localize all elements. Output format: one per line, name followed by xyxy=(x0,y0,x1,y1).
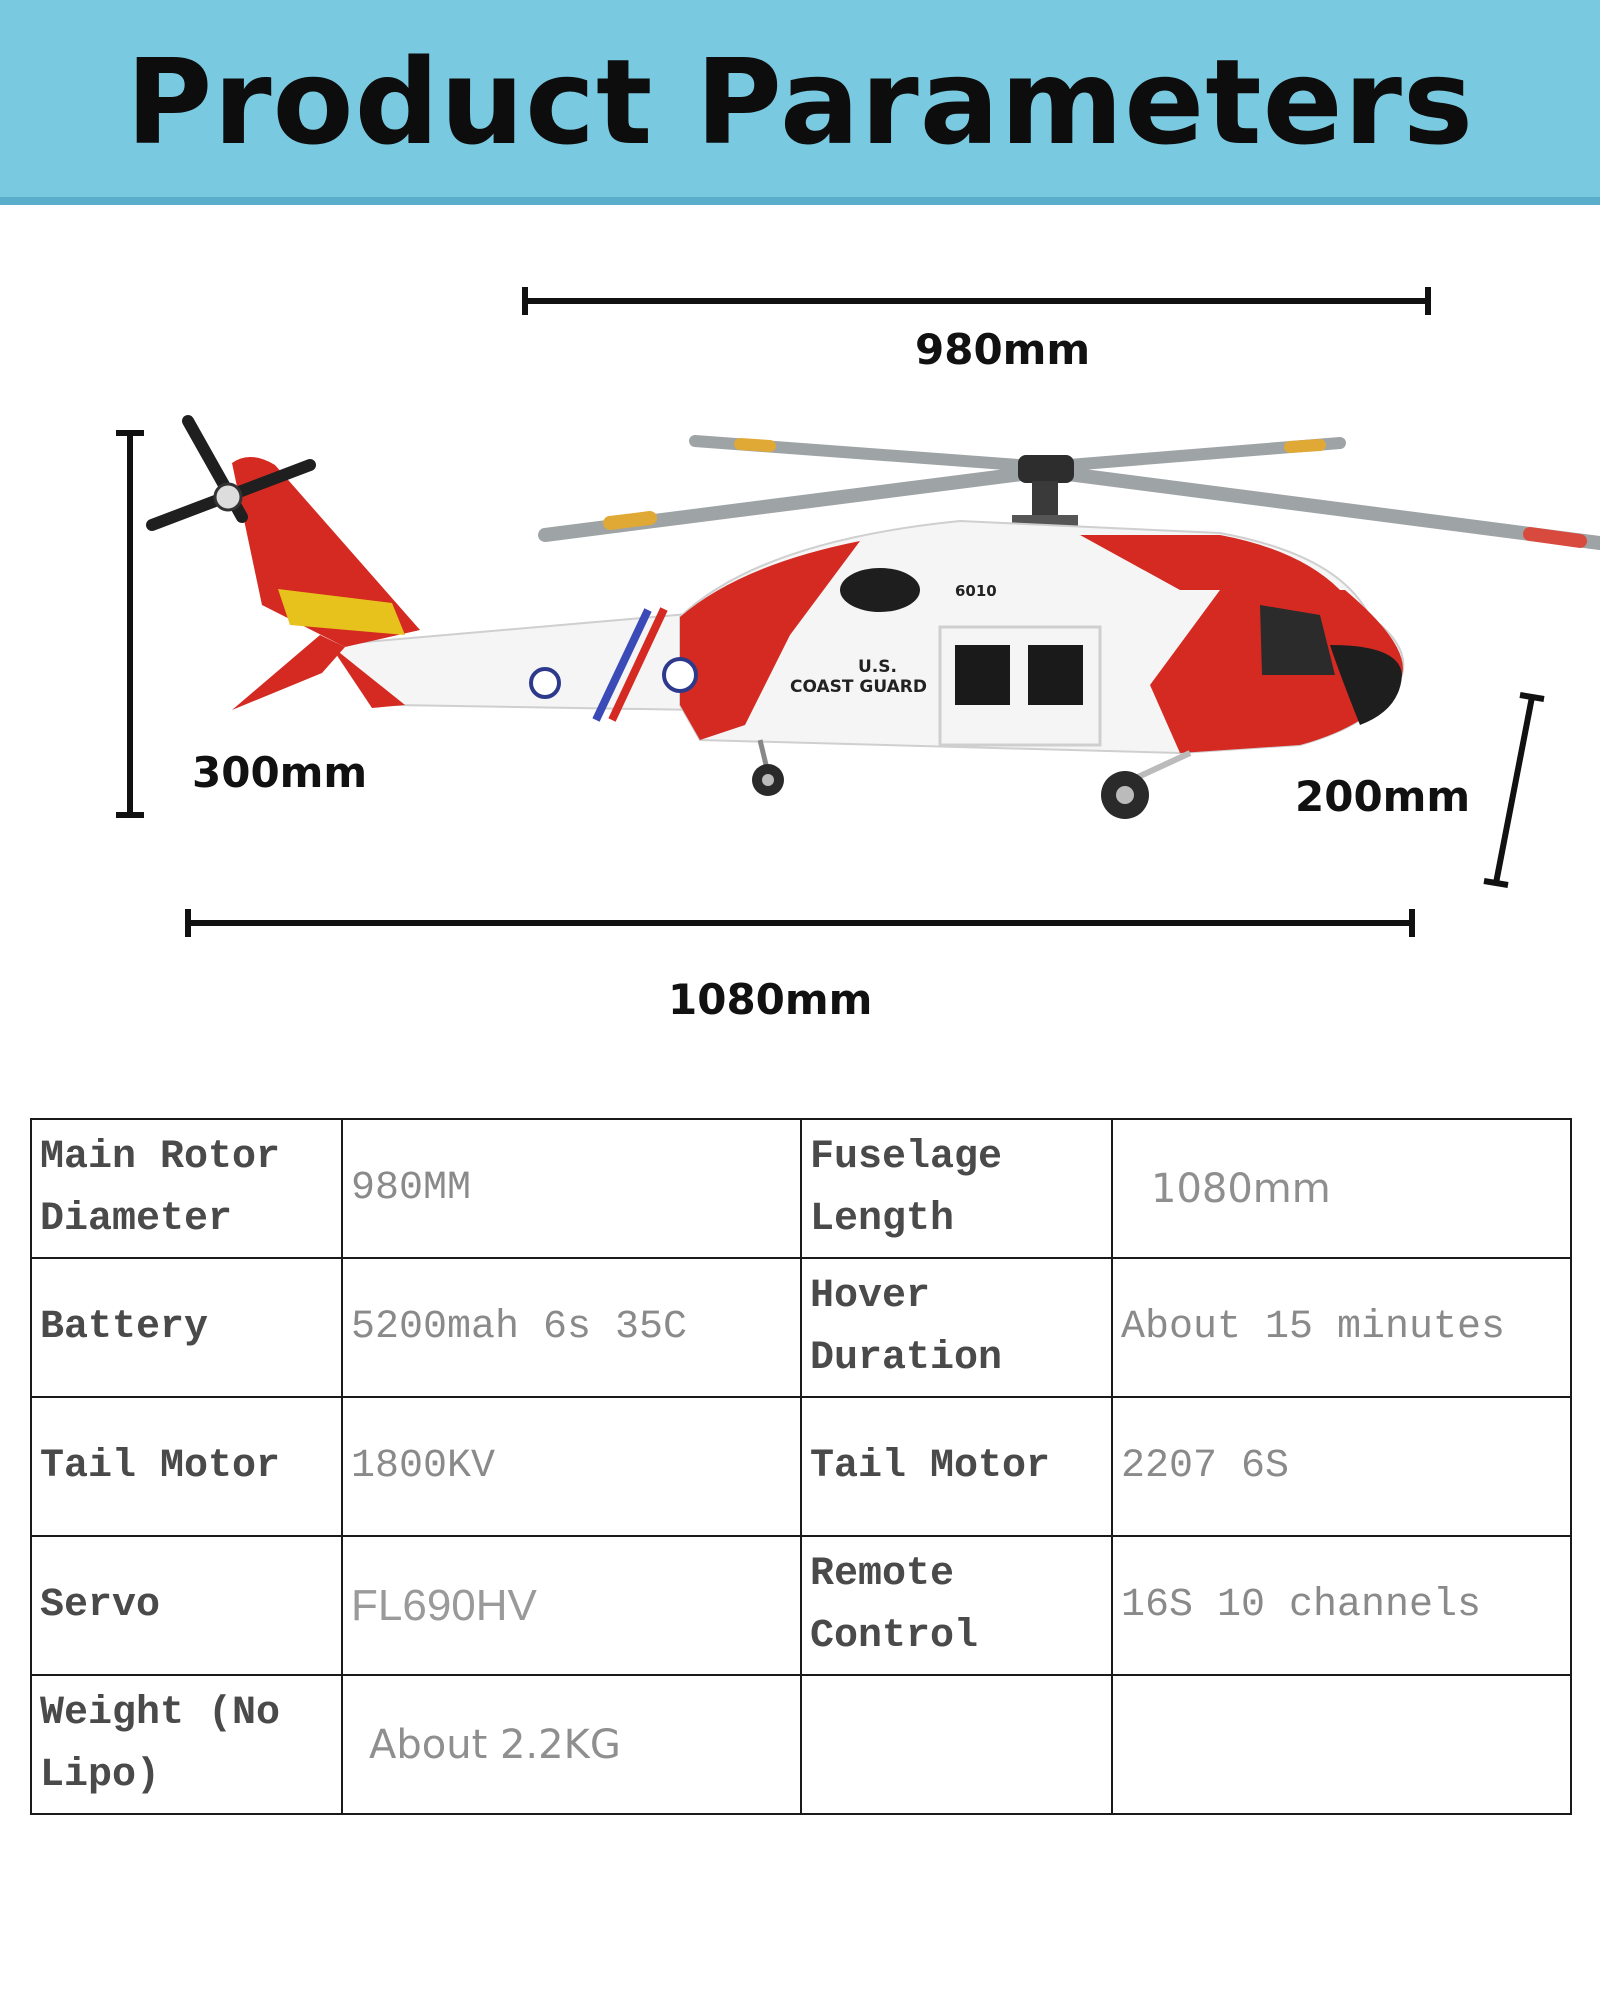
spec-value: 1800KV xyxy=(342,1397,801,1536)
page-title: Product Parameters xyxy=(125,32,1475,171)
spec-value: 16S 10 channels xyxy=(1112,1536,1571,1675)
table-row xyxy=(31,1675,1571,1814)
spec-label: Tail Motor xyxy=(801,1397,1112,1536)
coast-guard-line1: U.S. xyxy=(858,657,897,677)
table-row xyxy=(31,1397,1571,1536)
rotor-diameter-label: 980mm xyxy=(915,325,1091,374)
specs-table xyxy=(30,1118,1572,1815)
width-label: 200mm xyxy=(1295,772,1471,821)
spec-label: Weight (No Lipo) xyxy=(31,1675,342,1814)
spec-value xyxy=(1112,1675,1571,1814)
spec-label: Servo xyxy=(31,1536,342,1675)
helicopter-illustration xyxy=(0,205,1600,1105)
spec-label: Remote Control xyxy=(801,1536,1112,1675)
length-label: 1080mm xyxy=(668,975,873,1024)
spec-value: 5200mah 6s 35C xyxy=(342,1258,801,1397)
height-label: 300mm xyxy=(192,748,368,797)
table-row xyxy=(31,1536,1571,1675)
spec-label: Main Rotor Diameter xyxy=(31,1119,342,1258)
page-header xyxy=(0,0,1600,205)
table-row xyxy=(31,1119,1571,1258)
coast-guard-line2: COAST GUARD xyxy=(790,677,927,697)
spec-value: 980MM xyxy=(342,1119,801,1258)
spec-value: 1080mm xyxy=(1112,1119,1571,1258)
spec-label: Hover Duration xyxy=(801,1258,1112,1397)
spec-value: 2207 6S xyxy=(1112,1397,1571,1536)
spec-label: Battery xyxy=(31,1258,342,1397)
spec-value: FL690HV xyxy=(342,1536,801,1675)
stabilizer xyxy=(232,635,345,710)
spec-label xyxy=(801,1675,1112,1814)
spec-label: Fuselage Length xyxy=(801,1119,1112,1258)
spec-value: About 15 minutes xyxy=(1112,1258,1571,1397)
tail-number: 6010 xyxy=(955,582,997,600)
spec-label: Tail Motor xyxy=(31,1397,342,1536)
table-row xyxy=(31,1258,1571,1397)
spec-value: About 2.2KG xyxy=(342,1675,801,1814)
